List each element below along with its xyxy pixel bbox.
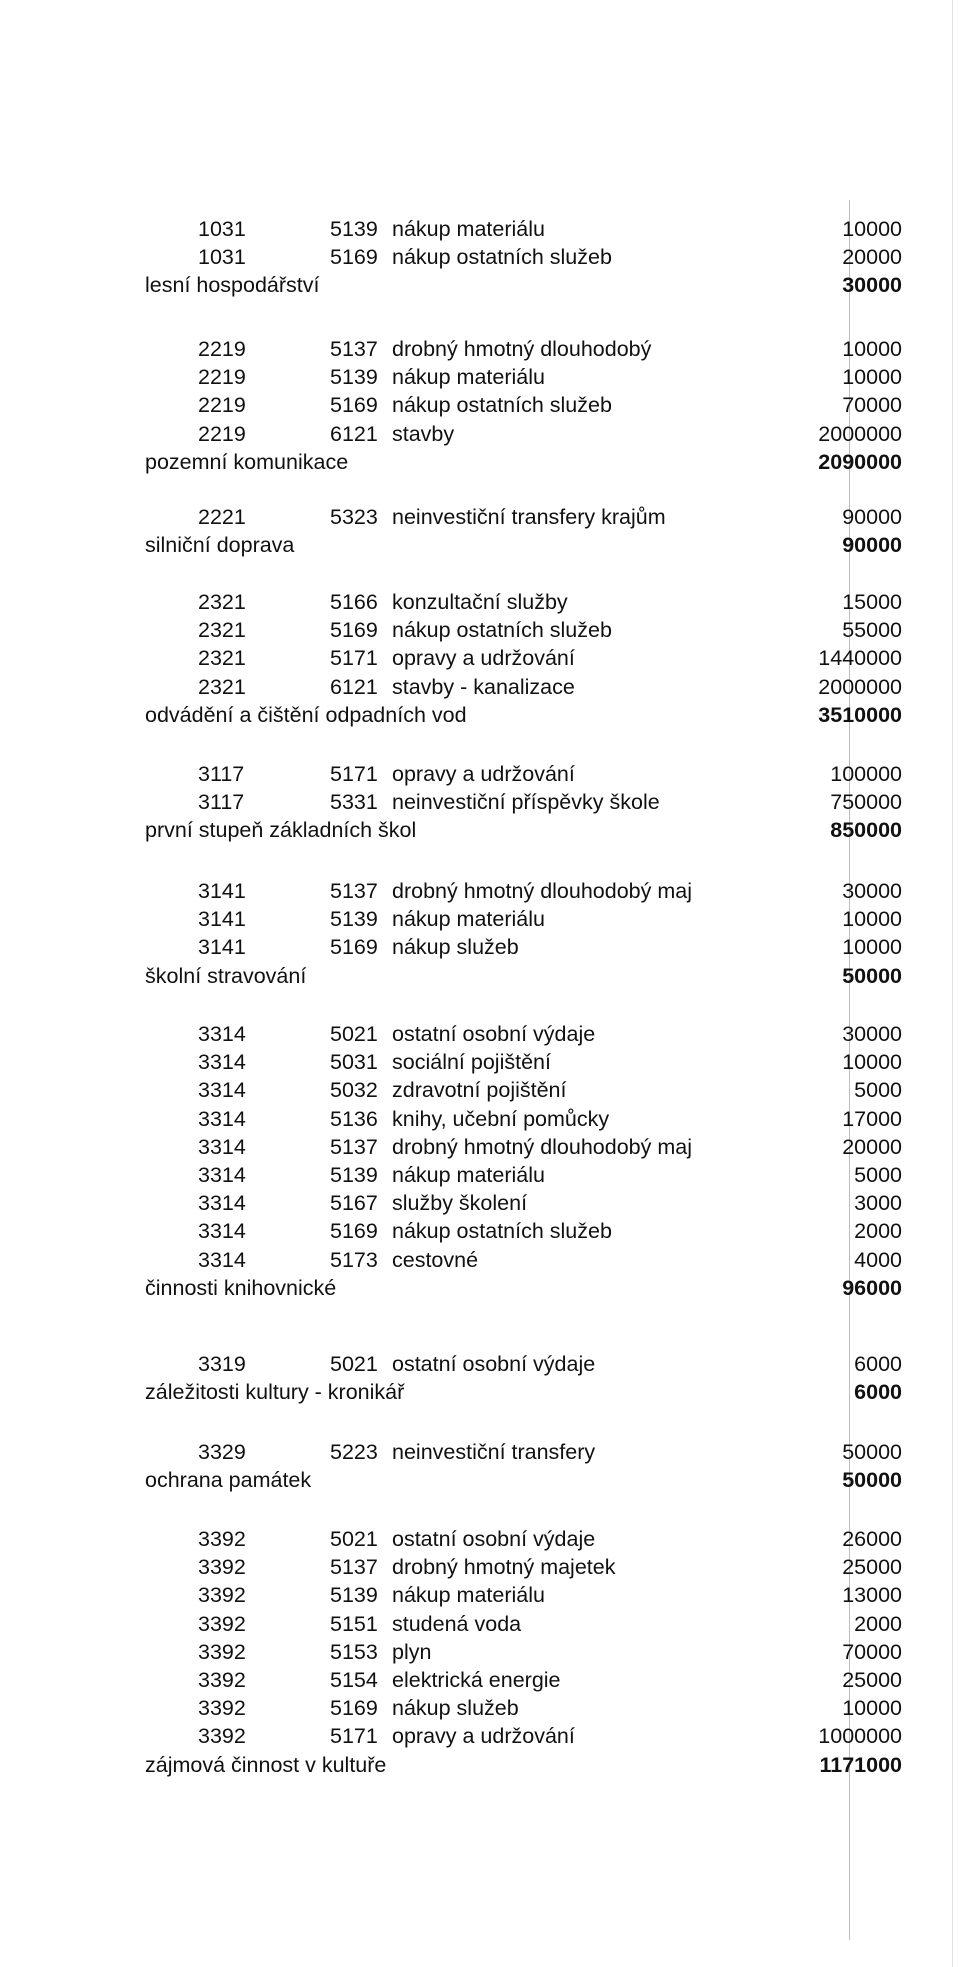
section-total-amount: 1171000 (819, 1752, 902, 1777)
item-amount: 2000 (854, 1219, 902, 1244)
item-amount: 90000 (842, 505, 902, 529)
item-description: stavby - kanalizace (392, 674, 575, 699)
item-description: nákup materiálu (392, 365, 545, 390)
section-total-label: odvádění a čištění odpadních vod (145, 702, 467, 727)
item-description: stavby (392, 421, 455, 446)
item-description: ostatní osobní výdaje (392, 1352, 596, 1376)
item-description: sociální pojištění (392, 1050, 551, 1075)
item-code: 5021 (330, 1022, 378, 1046)
item-code: 5136 (330, 1106, 378, 1131)
item-amount: 2000000 (818, 421, 902, 446)
item-amount: 3000 (854, 1191, 902, 1216)
item-code: 5139 (330, 217, 378, 241)
item-amount: 20000 (842, 245, 902, 270)
item-code: 5173 (330, 1247, 378, 1272)
paragraph-code: 2221 (198, 505, 246, 529)
item-amount: 10000 (842, 1050, 902, 1075)
item-amount: 1000000 (818, 1724, 902, 1749)
item-code: 5171 (330, 762, 378, 786)
item-code: 5169 (330, 393, 378, 418)
section-total-label: ochrana památek (145, 1468, 312, 1493)
table-row (0, 391, 960, 419)
table-row (0, 673, 960, 701)
item-amount: 10000 (842, 1696, 902, 1721)
item-code: 6121 (330, 421, 378, 446)
table-row (0, 363, 960, 391)
item-description: drobný hmotný majetek (392, 1555, 616, 1580)
item-code: 5021 (330, 1527, 378, 1551)
paragraph-code: 3392 (198, 1583, 246, 1608)
paragraph-code: 3392 (198, 1555, 246, 1580)
item-code: 5154 (330, 1668, 378, 1692)
item-amount: 26000 (842, 1527, 902, 1551)
item-amount: 50000 (842, 1440, 902, 1464)
item-description: nákup ostatních služeb (392, 1219, 612, 1244)
item-amount: 25000 (842, 1668, 902, 1692)
item-description: nákup materiálu (392, 1163, 545, 1187)
item-description: elektrická energie (392, 1668, 561, 1692)
section-total-label: záležitosti kultury - kronikář (145, 1380, 405, 1405)
item-description: nákup ostatních služeb (392, 393, 612, 418)
paragraph-code: 3117 (198, 790, 245, 815)
paragraph-code: 3392 (198, 1724, 246, 1749)
item-amount: 10000 (842, 907, 902, 932)
section-total-amount: 2090000 (818, 449, 902, 474)
table-row (0, 1638, 960, 1666)
table-row (0, 1020, 960, 1048)
item-code: 5171 (330, 1724, 378, 1749)
section-total-amount: 850000 (830, 818, 902, 843)
item-amount: 30000 (842, 1022, 902, 1046)
table-row (0, 588, 960, 616)
table-row (0, 1722, 960, 1750)
paragraph-code: 3319 (198, 1352, 246, 1376)
table-row (0, 760, 960, 788)
item-amount: 17000 (842, 1106, 902, 1131)
paragraph-code: 3392 (198, 1527, 246, 1551)
item-amount: 10000 (842, 365, 902, 390)
section-total-amount: 30000 (842, 273, 902, 298)
item-description: neinvestiční transfery (392, 1440, 596, 1464)
item-description: plyn (392, 1639, 432, 1664)
item-code: 5139 (330, 365, 378, 390)
table-row (0, 1553, 960, 1581)
item-description: konzultační služby (392, 590, 568, 614)
item-description: zdravotní pojištění (392, 1078, 567, 1103)
table-row (0, 644, 960, 672)
item-description: služby školení (392, 1191, 528, 1216)
paragraph-code: 2219 (198, 421, 246, 446)
item-description: drobný hmotný dlouhodobý (392, 337, 652, 361)
paragraph-code: 3314 (198, 1191, 246, 1216)
item-amount: 70000 (842, 1639, 902, 1664)
section-total-label: silniční doprava (145, 533, 295, 558)
item-description: ostatní osobní výdaje (392, 1022, 596, 1046)
item-description: opravy a udržování (392, 646, 575, 671)
item-description: knihy, učební pomůcky (392, 1106, 610, 1131)
paragraph-code: 3141 (198, 907, 246, 932)
paragraph-code: 3141 (198, 879, 246, 903)
section-total-label: zájmová činnost v kultuře (145, 1752, 387, 1777)
table-row (0, 616, 960, 644)
item-amount: 10000 (842, 935, 902, 960)
item-amount: 20000 (842, 1134, 902, 1159)
section-total-amount: 96000 (842, 1275, 902, 1300)
item-description: drobný hmotný dlouhodobý maj (392, 879, 692, 903)
item-code: 5331 (330, 790, 378, 815)
paragraph-code: 3392 (198, 1668, 246, 1692)
item-code: 5031 (330, 1050, 378, 1075)
table-row (0, 1666, 960, 1694)
item-code: 5169 (330, 1219, 378, 1244)
item-code: 5137 (330, 1555, 378, 1580)
section-total-label: první stupeň základních škol (145, 818, 417, 843)
section-total-label: školní stravování (145, 963, 307, 988)
section-total-row (0, 448, 960, 476)
table-row (0, 905, 960, 933)
paragraph-code: 3141 (198, 935, 246, 960)
table-row (0, 1189, 960, 1217)
item-description: drobný hmotný dlouhodobý maj (392, 1134, 692, 1159)
section-total-row (0, 1378, 960, 1406)
item-code: 5151 (330, 1611, 378, 1636)
item-code: 5139 (330, 1583, 378, 1608)
item-description: nákup služeb (392, 935, 519, 960)
paragraph-code: 1031 (198, 245, 246, 270)
section-total-label: pozemní komunikace (145, 449, 349, 474)
table-row (0, 788, 960, 816)
paragraph-code: 3392 (198, 1639, 246, 1664)
item-description: nákup materiálu (392, 907, 545, 932)
paragraph-code: 2219 (198, 365, 246, 390)
section-total-row (0, 1274, 960, 1302)
item-code: 6121 (330, 674, 378, 699)
table-row (0, 503, 960, 531)
item-code: 5137 (330, 337, 378, 361)
item-code: 5169 (330, 618, 378, 643)
section-total-row (0, 271, 960, 299)
section-total-label: lesní hospodářství (145, 273, 320, 298)
table-row (0, 933, 960, 961)
table-row (0, 1161, 960, 1189)
item-code: 5153 (330, 1639, 378, 1664)
table-row (0, 1694, 960, 1722)
item-amount: 70000 (842, 393, 902, 418)
section-total-amount: 50000 (842, 963, 902, 988)
item-amount: 55000 (842, 618, 902, 643)
item-description: nákup materiálu (392, 1583, 545, 1608)
paragraph-code: 3117 (198, 762, 245, 786)
item-amount: 1440000 (818, 646, 902, 671)
item-amount: 750000 (830, 790, 902, 815)
item-amount: 13000 (842, 1583, 902, 1608)
item-description: nákup služeb (392, 1696, 519, 1721)
paragraph-code: 2321 (198, 590, 246, 614)
item-code: 5169 (330, 935, 378, 960)
item-code: 5169 (330, 1696, 378, 1721)
item-amount: 5000 (854, 1078, 902, 1103)
item-description: neinvestiční příspěvky škole (392, 790, 660, 815)
item-code: 5223 (330, 1440, 378, 1464)
table-row (0, 335, 960, 363)
item-description: ostatní osobní výdaje (392, 1527, 596, 1551)
section-total-row (0, 962, 960, 990)
paragraph-code: 2321 (198, 646, 246, 671)
section-total-label: činnosti knihovnické (145, 1275, 337, 1300)
paragraph-code: 3392 (198, 1696, 246, 1721)
item-code: 5137 (330, 1134, 378, 1159)
item-code: 5032 (330, 1078, 378, 1103)
paragraph-code: 3314 (198, 1219, 246, 1244)
item-description: opravy a udržování (392, 762, 575, 786)
section-total-amount: 6000 (854, 1380, 902, 1405)
table-row (0, 1048, 960, 1076)
item-amount: 30000 (842, 879, 902, 903)
item-amount: 10000 (842, 337, 902, 361)
item-description: nákup ostatních služeb (392, 618, 612, 643)
paragraph-code: 2219 (198, 393, 246, 418)
paragraph-code: 3314 (198, 1247, 246, 1272)
table-row (0, 1525, 960, 1553)
paragraph-code: 3392 (198, 1611, 246, 1636)
item-code: 5167 (330, 1191, 378, 1216)
paragraph-code: 3314 (198, 1163, 246, 1187)
table-row (0, 215, 960, 243)
paragraph-code: 3314 (198, 1050, 246, 1075)
item-amount: 2000000 (818, 674, 902, 699)
item-code: 5021 (330, 1352, 378, 1376)
item-description: studená voda (392, 1611, 522, 1636)
item-description: cestovné (392, 1247, 479, 1272)
table-row (0, 1105, 960, 1133)
section-total-row (0, 531, 960, 559)
table-row (0, 1581, 960, 1609)
paragraph-code: 2219 (198, 337, 246, 361)
item-description: opravy a udržování (392, 1724, 575, 1749)
table-row (0, 420, 960, 448)
item-code: 5139 (330, 907, 378, 932)
paragraph-code: 3314 (198, 1022, 246, 1046)
item-description: neinvestiční transfery krajům (392, 505, 666, 529)
section-total-amount: 90000 (842, 533, 902, 558)
item-amount: 25000 (842, 1555, 902, 1580)
item-description: nákup materiálu (392, 217, 545, 241)
section-total-amount: 3510000 (818, 702, 902, 727)
section-total-row (0, 701, 960, 729)
table-row (0, 243, 960, 271)
item-code: 5169 (330, 245, 378, 270)
item-code: 5171 (330, 646, 378, 671)
table-row (0, 1610, 960, 1638)
table-row (0, 1438, 960, 1466)
table-row (0, 1246, 960, 1274)
table-row (0, 1217, 960, 1245)
item-code: 5323 (330, 505, 378, 529)
table-row (0, 1076, 960, 1104)
table-row (0, 1133, 960, 1161)
paragraph-code: 3314 (198, 1078, 246, 1103)
paragraph-code: 3314 (198, 1134, 246, 1159)
paragraph-code: 2321 (198, 674, 246, 699)
item-amount: 15000 (842, 590, 902, 614)
item-amount: 2000 (854, 1611, 902, 1636)
item-code: 5137 (330, 879, 378, 903)
item-amount: 10000 (842, 217, 902, 241)
item-amount: 4000 (854, 1247, 902, 1272)
item-code: 5139 (330, 1163, 378, 1187)
section-total-amount: 50000 (842, 1468, 902, 1493)
item-code: 5166 (330, 590, 378, 614)
paragraph-code: 3329 (198, 1440, 246, 1464)
item-description: nákup ostatních služeb (392, 245, 612, 270)
item-amount: 100000 (830, 762, 902, 786)
paragraph-code: 1031 (198, 217, 246, 241)
item-amount: 6000 (854, 1352, 902, 1376)
section-total-row (0, 1751, 960, 1779)
paragraph-code: 2321 (198, 618, 246, 643)
section-total-row (0, 816, 960, 844)
paragraph-code: 3314 (198, 1106, 246, 1131)
item-amount: 5000 (854, 1163, 902, 1187)
table-row (0, 877, 960, 905)
section-total-row (0, 1466, 960, 1494)
table-row (0, 1350, 960, 1378)
